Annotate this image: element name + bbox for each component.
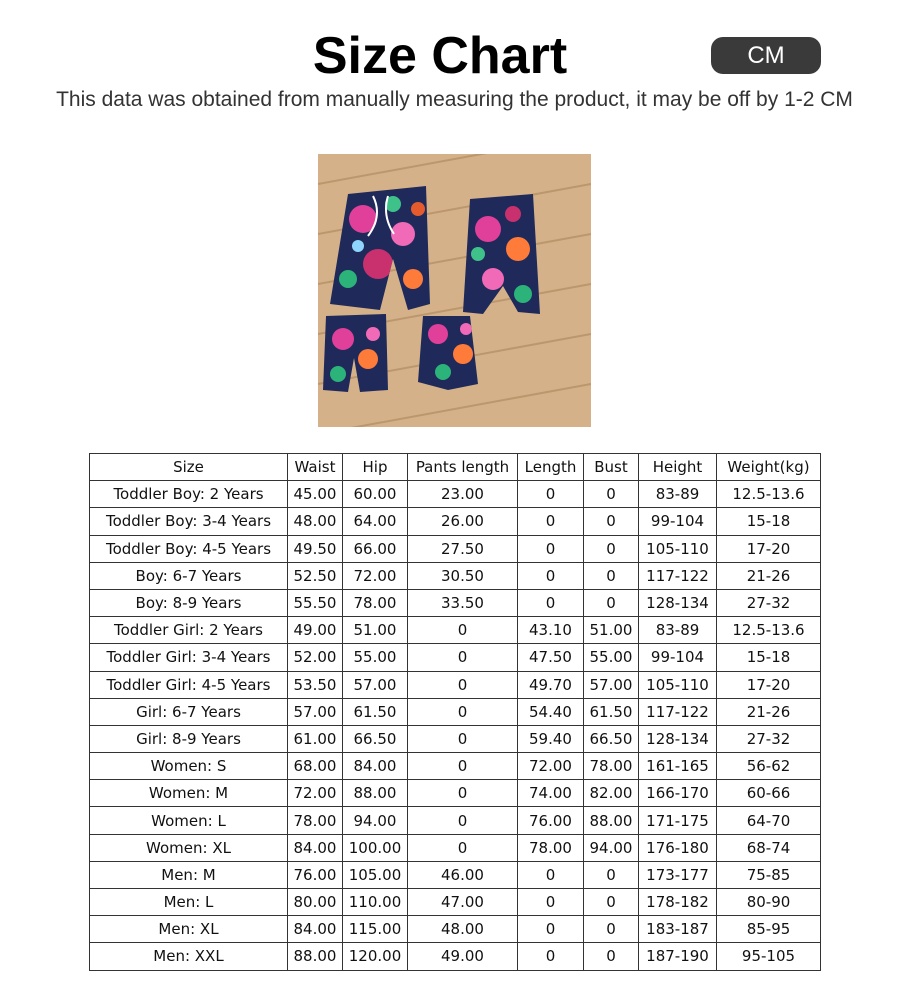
table-row <box>90 753 821 780</box>
page-title: Size Chart <box>312 27 568 85</box>
table-cell: 64-70 <box>717 807 821 834</box>
table-cell: 15-18 <box>717 644 821 671</box>
table-cell: 17-20 <box>717 535 821 562</box>
table-cell: 120.00 <box>343 943 408 970</box>
column-header: Weight(kg) <box>717 454 821 481</box>
table-cell: 0 <box>518 481 584 508</box>
table-cell: 48.00 <box>288 508 343 535</box>
table-cell: 60-66 <box>717 780 821 807</box>
table-cell: 33.50 <box>408 589 518 616</box>
table-cell: 99-104 <box>639 644 717 671</box>
table-cell: 0 <box>584 889 639 916</box>
table-row <box>90 861 821 888</box>
table-cell: 0 <box>518 889 584 916</box>
table-cell: 105-110 <box>639 671 717 698</box>
table-cell: 173-177 <box>639 861 717 888</box>
table-cell: Toddler Boy: 4-5 Years <box>90 535 288 562</box>
table-cell: 83-89 <box>639 617 717 644</box>
table-row <box>90 834 821 861</box>
table-row <box>90 589 821 616</box>
table-cell: 105-110 <box>639 535 717 562</box>
table-cell: 88.00 <box>288 943 343 970</box>
table-cell: 51.00 <box>343 617 408 644</box>
table-cell: 0 <box>408 753 518 780</box>
table-cell: 115.00 <box>343 916 408 943</box>
table-row <box>90 943 821 970</box>
table-cell: 0 <box>408 725 518 752</box>
table-cell: Men: L <box>90 889 288 916</box>
table-row <box>90 617 821 644</box>
table-cell: 66.50 <box>343 725 408 752</box>
table-cell: Girl: 8-9 Years <box>90 725 288 752</box>
table-cell: 88.00 <box>584 807 639 834</box>
table-cell: 61.50 <box>343 698 408 725</box>
table-cell: 54.40 <box>518 698 584 725</box>
table-cell: 0 <box>518 861 584 888</box>
product-photo <box>318 154 591 427</box>
table-cell: 46.00 <box>408 861 518 888</box>
table-row <box>90 916 821 943</box>
table-cell: 66.50 <box>584 725 639 752</box>
table-cell: 72.00 <box>288 780 343 807</box>
column-header: Pants length <box>408 454 518 481</box>
table-row <box>90 644 821 671</box>
table-cell: Boy: 6-7 Years <box>90 562 288 589</box>
table-row <box>90 725 821 752</box>
table-cell: 0 <box>518 562 584 589</box>
table-cell: 59.40 <box>518 725 584 752</box>
size-chart-table <box>89 453 821 971</box>
table-cell: 78.00 <box>584 753 639 780</box>
table-cell: 161-165 <box>639 753 717 780</box>
column-header: Size <box>90 454 288 481</box>
table-row <box>90 535 821 562</box>
table-cell: Women: S <box>90 753 288 780</box>
table-cell: 26.00 <box>408 508 518 535</box>
table-cell: 60.00 <box>343 481 408 508</box>
measurement-note: This data was obtained from manually measuring the product, it may be off by 1-2 CM <box>56 88 853 111</box>
table-cell: 0 <box>584 508 639 535</box>
table-cell: 72.00 <box>343 562 408 589</box>
table-cell: 61.50 <box>584 698 639 725</box>
table-cell: 0 <box>408 644 518 671</box>
table-cell: Toddler Boy: 3-4 Years <box>90 508 288 535</box>
table-cell: 75-85 <box>717 861 821 888</box>
table-cell: 23.00 <box>408 481 518 508</box>
table-cell: 27-32 <box>717 589 821 616</box>
table-cell: 0 <box>408 671 518 698</box>
table-cell: 66.00 <box>343 535 408 562</box>
table-cell: Toddler Girl: 4-5 Years <box>90 671 288 698</box>
table-cell: 0 <box>518 916 584 943</box>
table-cell: 0 <box>518 535 584 562</box>
table-cell: 84.00 <box>288 834 343 861</box>
table-cell: 0 <box>584 943 639 970</box>
table-header-row <box>90 454 821 481</box>
table-cell: 0 <box>408 617 518 644</box>
table-cell: 0 <box>584 562 639 589</box>
table-cell: 78.00 <box>518 834 584 861</box>
table-cell: 55.00 <box>343 644 408 671</box>
table-cell: 82.00 <box>584 780 639 807</box>
table-cell: Women: XL <box>90 834 288 861</box>
table-cell: 55.50 <box>288 589 343 616</box>
table-cell: 0 <box>518 508 584 535</box>
column-header: Waist <box>288 454 343 481</box>
table-row <box>90 889 821 916</box>
table-row <box>90 481 821 508</box>
table-cell: 57.00 <box>288 698 343 725</box>
table-cell: 183-187 <box>639 916 717 943</box>
table-cell: 21-26 <box>717 698 821 725</box>
table-cell: 68-74 <box>717 834 821 861</box>
table-cell: 0 <box>408 807 518 834</box>
table-cell: 51.00 <box>584 617 639 644</box>
table-cell: 61.00 <box>288 725 343 752</box>
table-cell: 30.50 <box>408 562 518 589</box>
table-cell: 78.00 <box>343 589 408 616</box>
table-cell: 49.00 <box>408 943 518 970</box>
table-cell: 27.50 <box>408 535 518 562</box>
table-cell: 105.00 <box>343 861 408 888</box>
table-cell: 0 <box>584 916 639 943</box>
table-cell: 55.00 <box>584 644 639 671</box>
table-cell: 83-89 <box>639 481 717 508</box>
table-cell: 0 <box>518 589 584 616</box>
table-cell: 57.00 <box>584 671 639 698</box>
table-cell: Girl: 6-7 Years <box>90 698 288 725</box>
table-cell: 76.00 <box>518 807 584 834</box>
table-cell: 176-180 <box>639 834 717 861</box>
table-row <box>90 508 821 535</box>
table-cell: 178-182 <box>639 889 717 916</box>
table-cell: 0 <box>408 780 518 807</box>
table-cell: 128-134 <box>639 589 717 616</box>
table-cell: 85-95 <box>717 916 821 943</box>
table-cell: 88.00 <box>343 780 408 807</box>
table-cell: Men: M <box>90 861 288 888</box>
table-cell: 110.00 <box>343 889 408 916</box>
table-cell: 43.10 <box>518 617 584 644</box>
column-header: Bust <box>584 454 639 481</box>
table-cell: 57.00 <box>343 671 408 698</box>
table-cell: Women: L <box>90 807 288 834</box>
table-cell: Toddler Boy: 2 Years <box>90 481 288 508</box>
table-cell: 52.50 <box>288 562 343 589</box>
table-cell: 21-26 <box>717 562 821 589</box>
table-cell: 47.00 <box>408 889 518 916</box>
table-cell: Boy: 8-9 Years <box>90 589 288 616</box>
table-cell: Women: M <box>90 780 288 807</box>
table-cell: 49.70 <box>518 671 584 698</box>
table-cell: 45.00 <box>288 481 343 508</box>
table-cell: 117-122 <box>639 698 717 725</box>
table-cell: 78.00 <box>288 807 343 834</box>
table-row <box>90 807 821 834</box>
table-cell: 52.00 <box>288 644 343 671</box>
table-cell: 80.00 <box>288 889 343 916</box>
table-cell: 0 <box>584 481 639 508</box>
column-header: Length <box>518 454 584 481</box>
table-cell: 0 <box>584 861 639 888</box>
table-cell: 15-18 <box>717 508 821 535</box>
table-cell: 0 <box>408 698 518 725</box>
table-cell: 80-90 <box>717 889 821 916</box>
table-cell: 64.00 <box>343 508 408 535</box>
table-cell: 166-170 <box>639 780 717 807</box>
table-cell: 76.00 <box>288 861 343 888</box>
table-cell: 17-20 <box>717 671 821 698</box>
table-cell: 47.50 <box>518 644 584 671</box>
table-cell: 74.00 <box>518 780 584 807</box>
table-row <box>90 780 821 807</box>
table-cell: 27-32 <box>717 725 821 752</box>
column-header: Hip <box>343 454 408 481</box>
table-cell: 0 <box>408 834 518 861</box>
table-cell: 94.00 <box>343 807 408 834</box>
table-cell: Men: XXL <box>90 943 288 970</box>
table-cell: 12.5-13.6 <box>717 481 821 508</box>
table-row <box>90 671 821 698</box>
column-header: Height <box>639 454 717 481</box>
table-cell: 84.00 <box>343 753 408 780</box>
table-row <box>90 698 821 725</box>
table-cell: 48.00 <box>408 916 518 943</box>
table-cell: 12.5-13.6 <box>717 617 821 644</box>
table-cell: 187-190 <box>639 943 717 970</box>
table-cell: 0 <box>518 943 584 970</box>
table-cell: 56-62 <box>717 753 821 780</box>
table-cell: Toddler Girl: 3-4 Years <box>90 644 288 671</box>
table-cell: Men: XL <box>90 916 288 943</box>
table-cell: 171-175 <box>639 807 717 834</box>
table-cell: Toddler Girl: 2 Years <box>90 617 288 644</box>
table-row <box>90 562 821 589</box>
unit-badge[interactable]: CM <box>711 37 821 74</box>
table-cell: 49.50 <box>288 535 343 562</box>
table-cell: 72.00 <box>518 753 584 780</box>
table-cell: 68.00 <box>288 753 343 780</box>
table-cell: 94.00 <box>584 834 639 861</box>
table-cell: 0 <box>584 535 639 562</box>
table-cell: 0 <box>584 589 639 616</box>
table-cell: 53.50 <box>288 671 343 698</box>
table-cell: 100.00 <box>343 834 408 861</box>
table-cell: 84.00 <box>288 916 343 943</box>
table-body <box>90 481 821 970</box>
table-cell: 117-122 <box>639 562 717 589</box>
table-cell: 49.00 <box>288 617 343 644</box>
table-cell: 99-104 <box>639 508 717 535</box>
table-cell: 128-134 <box>639 725 717 752</box>
table-cell: 95-105 <box>717 943 821 970</box>
